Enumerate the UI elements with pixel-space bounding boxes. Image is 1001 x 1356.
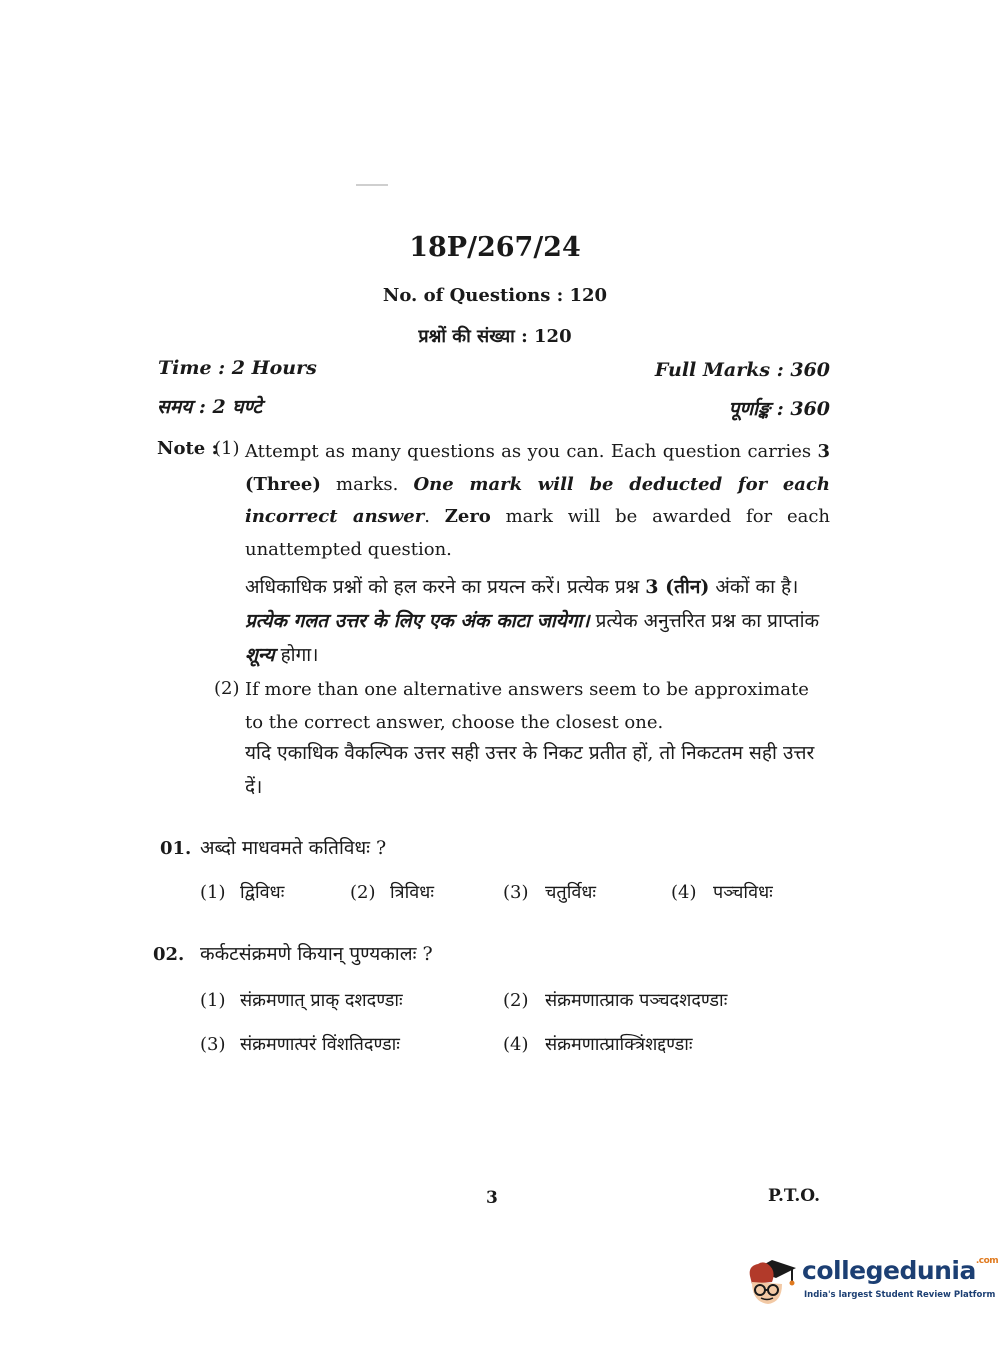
time-hindi: समय : 2 घण्टे [157, 396, 262, 418]
option-number: (2) [350, 882, 376, 903]
option-number: (1) [200, 990, 226, 1011]
option-number: (4) [671, 882, 697, 903]
brand-name: collegedunia$^{.com}$ [802, 1256, 999, 1285]
note-1-hindi: अधिकाधिक प्रश्नों को हल करने का प्रयत्न करें। प्रत्येक प्रश्न 3 (तीन) अंकों का है। प्रत्येक गलत उत्तर के लिए एक अंक काटा जायेगा। प्रत्येक अनुत्तरित प्रश्न का प्राप्तांक शून्य होगा। [245, 576, 820, 666]
note-2-english: If more than one alternative answers seem to be approximate to the correct answer, choose the closest one. [245, 679, 809, 733]
option-text: पञ्चविधः [713, 882, 773, 903]
scan-speck [356, 184, 388, 186]
question-text: अब्दो माधवमते कतिविधः ? [200, 837, 387, 859]
option-number: (3) [503, 882, 529, 903]
collegedunia-watermark [742, 1252, 999, 1312]
option-text: संक्रमणात्प्राक पञ्चदशदण्डाः [545, 990, 728, 1011]
option-text: त्रिविधः [390, 882, 434, 903]
time-english: Time : 2 Hours [158, 357, 317, 379]
num-questions-english: No. of Questions : 120 [382, 285, 608, 306]
option-text: संक्रमणात्प्राक्त्रिंशद्दण्डाः [545, 1034, 693, 1055]
pto-label: P.T.O. [768, 1186, 820, 1206]
note-1-number: (1) [214, 438, 240, 459]
option-number: (1) [200, 882, 226, 903]
question-number: 01. [160, 838, 192, 859]
full-marks-english: Full Marks : 360 [654, 359, 830, 381]
num-questions-hindi: प्रश्नों की संख्या : 120 [418, 326, 572, 347]
paper-code: 18P/267/24 [409, 232, 581, 263]
note-2-hindi: यदि एकाधिक वैकल्पिक उत्तर सही उत्तर के निकट प्रतीत हों, तो निकटतम सही उत्तर दें। [245, 742, 815, 798]
page-number: 3 [486, 1188, 498, 1208]
option-text: संक्रमणात्परं विंशतिदण्डाः [240, 1034, 400, 1055]
option-text: संक्रमणात् प्राक् दशदण्डाः [240, 990, 403, 1011]
brand-tagline: India's largest Student Review Platform [804, 1290, 996, 1300]
option-number: (3) [200, 1034, 226, 1055]
option-number: (2) [503, 990, 529, 1011]
option-text: द्विविधः [240, 882, 285, 903]
question-number: 02. [153, 944, 185, 965]
option-number: (4) [503, 1034, 529, 1055]
mascot-icon [742, 1252, 800, 1310]
question-text: कर्कटसंक्रमणे कियान् पुण्यकालः ? [200, 943, 433, 965]
full-marks-hindi: पूर्णाङ्क : 360 [728, 398, 830, 420]
option-text: चतुर्विधः [545, 882, 597, 903]
note-2-number: (2) [214, 678, 240, 699]
note-label: Note : [157, 438, 219, 459]
note-1-english: Attempt as many questions as you can. Each question carries 3 (Three) marks. One mark will be deducted for each incorrect answer. Zero mark will be awarded for each unattempted question. [245, 441, 830, 560]
